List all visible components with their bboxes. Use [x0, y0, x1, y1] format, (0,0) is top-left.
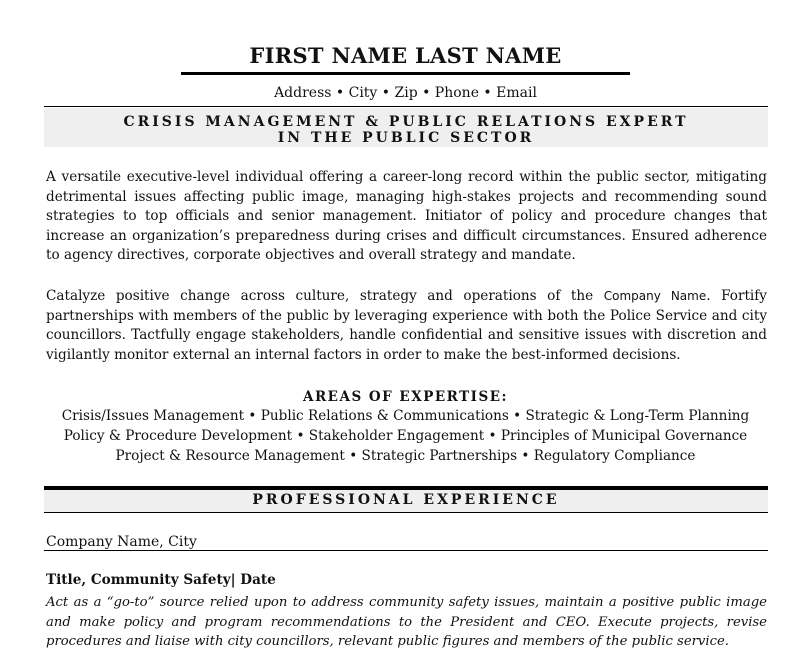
expertise-line-3: Project & Resource Management • Strategic Partnerships • Regulatory Compliance [115, 448, 696, 464]
headline-line-1: CRISIS MANAGEMENT & PUBLIC RELATIONS EXPERT [123, 114, 689, 130]
expertise-title: AREAS OF EXPERTISE: [302, 389, 509, 405]
expertise-line-1: Crisis/Issues Management • Public Relations & Communications • Strategic & Long-Term Planning [61, 408, 750, 424]
headline [44, 114, 768, 146]
headline-line-2: IN THE PUBLIC SECTOR [277, 130, 535, 146]
name-underline [181, 72, 630, 75]
company-line: Company Name, City [46, 534, 197, 550]
summary-paragraph-1: A versatile executive-level individual offering a career-long record within the public sector, mitigating detrimental issues affecting public image, managing high-stakes projects and recommending sound strategies to top officials and senior management. Initiator of policy and procedure changes that increase an organization’s preparedness during crises and difficult circumstances. Ensured adherence to agency directives, corporate objectives and overall strategy and mandate. [46, 169, 767, 264]
summary-paragraph-2 [46, 287, 767, 365]
experience-bottom-rule [44, 512, 768, 513]
resume-name: FIRST NAME LAST NAME [249, 43, 562, 68]
summary-paragraph-2-start: Catalyze positive change across culture, strategy and operations of the [46, 288, 594, 304]
job-title: Title, Community Safety| Date [46, 572, 276, 588]
company-name-inline: Company Name [603, 289, 707, 303]
headline-top-rule [44, 106, 768, 107]
expertise-line-2: Policy & Procedure Development • Stakeholder Engagement • Principles of Municipal Governance [63, 428, 748, 444]
job-description: Act as a “go-to” source relied upon to address community safety issues, maintain a positive public image and make policy and program recommendations to the President and CEO. Execute projects, revise procedures and liaise with city councillors, relevant public figures and members of the public service. [46, 595, 767, 649]
summary-paragraph-2-end: . Fortify partnerships with members of the public by leveraging experience with both the Police Service and city councillors. Tactfully engage stakeholders, handle confidential and sensitive issues with discretion and vigilantly monitor external an internal factors in order to make the best-informed decisions. [46, 288, 767, 363]
contact-line: Address • City • Zip • Phone • Email [274, 85, 537, 101]
company-underline [44, 550, 768, 551]
experience-section-title: PROFESSIONAL EXPERIENCE [252, 492, 560, 508]
